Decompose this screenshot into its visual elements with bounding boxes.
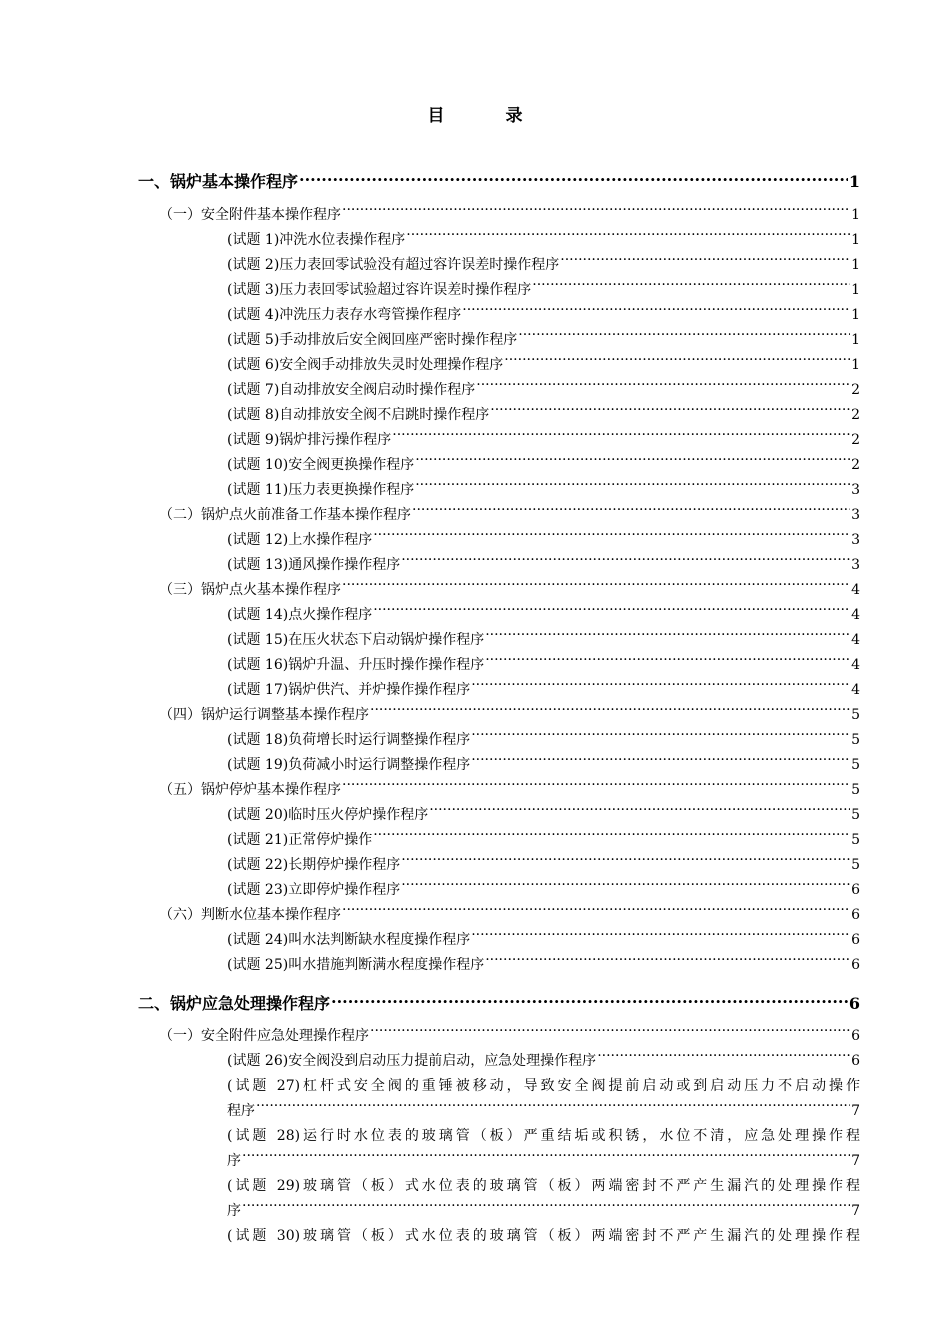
toc-entry[interactable] (138, 1024, 860, 1049)
toc-entry-page: 6 (851, 882, 860, 898)
toc-entry-page: 1 (851, 282, 860, 298)
toc-entry-page: 6 (851, 1053, 860, 1069)
toc-entry-label: (试题 12)上水操作程序 (227, 532, 373, 548)
toc-entry-page: 1 (851, 332, 860, 348)
toc-entry-page: 5 (851, 857, 860, 873)
toc-entry[interactable] (138, 228, 860, 253)
dot-leader (373, 830, 850, 844)
toc-entry-page: 6 (851, 907, 860, 923)
toc-entry-page: 4 (851, 632, 860, 648)
toc-entry-label-line1: (试题 30)玻璃管（板）式水位表的玻璃管（板）两端密封不严产生漏汽的处理操作程 (227, 1228, 860, 1244)
toc-entry-label: (试题 16)锅炉升温、升压时操作操作程序 (227, 657, 485, 673)
dot-leader (370, 705, 850, 719)
dot-leader (401, 855, 850, 869)
dot-leader (518, 330, 850, 344)
toc-entry-label: (试题 5)手动排放后安全阀回座严密时操作程序 (227, 332, 518, 348)
toc-entry[interactable] (138, 203, 860, 228)
toc-entry[interactable] (138, 903, 860, 928)
toc-entry[interactable] (138, 728, 860, 753)
dot-leader (415, 455, 850, 469)
toc-entry-label: (试题 8)自动排放安全阀不启跳时操作程序 (227, 407, 490, 423)
toc-entry-label-line2: 序 (227, 1203, 241, 1219)
toc-entry-label: (试题 24)叫水法判断缺水程度操作程序 (227, 932, 471, 948)
toc-entry[interactable] (138, 578, 860, 603)
toc-entry-label: (试题 4)冲洗压力表存水弯管操作程序 (227, 307, 462, 323)
dot-leader (373, 605, 850, 619)
toc-entry-label: （五）锅炉停炉基本操作程序 (159, 782, 341, 798)
toc-entry-page: 6 (848, 994, 860, 1013)
toc-entry-label: （三）锅炉点火基本操作程序 (159, 582, 341, 598)
toc-entry-page: 1 (851, 357, 860, 373)
toc-entry-page: 1 (851, 257, 860, 273)
toc-entry-page: 2 (851, 432, 860, 448)
toc-entry-page: 3 (851, 532, 860, 548)
dot-leader (485, 630, 850, 644)
toc-entry-page: 3 (851, 507, 860, 523)
toc-entry-label: (试题 20)临时压火停炉操作程序 (227, 807, 429, 823)
toc-entry-page: 4 (851, 607, 860, 623)
dot-leader (471, 755, 850, 769)
toc-entry[interactable] (138, 170, 860, 193)
dot-leader (476, 380, 850, 394)
toc-entry-page: 2 (851, 457, 860, 473)
toc-entry-page: 5 (851, 807, 860, 823)
toc-entry-page: 7 (851, 1153, 860, 1169)
dot-leader (342, 580, 850, 594)
toc-entry-label: （一）安全附件应急处理操作程序 (159, 1028, 369, 1044)
toc-entry[interactable] (138, 628, 860, 653)
toc-entry-page: 6 (851, 1028, 860, 1044)
dot-leader (560, 255, 850, 269)
toc-entry-page: 5 (851, 832, 860, 848)
dot-leader (597, 1051, 850, 1065)
dot-leader (471, 730, 850, 744)
toc-entry-wrapped[interactable] (138, 1124, 860, 1174)
toc-entry[interactable] (138, 753, 860, 778)
toc-entry[interactable] (138, 678, 860, 703)
dot-leader (342, 780, 850, 794)
toc-entry-label: (试题 13)通风操作操作程序 (227, 557, 401, 573)
toc-entry-page: 7 (851, 1203, 860, 1219)
dot-leader (299, 171, 848, 187)
dot-leader (532, 280, 850, 294)
toc-entry[interactable] (138, 703, 860, 728)
toc-entry-wrapped[interactable] (138, 1174, 860, 1224)
toc-entry-page: 6 (851, 932, 860, 948)
toc-entry-label: (试题 9)锅炉排污操作程序 (227, 432, 392, 448)
toc-entry-label: （一）安全附件基本操作程序 (159, 207, 341, 223)
toc-entry[interactable] (138, 478, 860, 503)
toc-entry-page: 6 (851, 957, 860, 973)
toc-entry[interactable] (138, 853, 860, 878)
toc-entry-page: 3 (851, 557, 860, 573)
toc-entry[interactable] (138, 503, 860, 528)
dot-leader (462, 305, 850, 319)
toc-entry-wrapped[interactable] (138, 1224, 860, 1249)
toc-entry[interactable] (138, 803, 860, 828)
toc-entry-label: (试题 6)安全阀手动排放失灵时处理操作程序 (227, 357, 504, 373)
toc-entry[interactable] (138, 778, 860, 803)
toc-entry-label: （四）锅炉运行调整基本操作程序 (159, 707, 369, 723)
toc-entry-page: 1 (851, 207, 860, 223)
dot-leader (429, 805, 850, 819)
toc-entry-page: 4 (851, 682, 860, 698)
toc-entry-label-line1: (试题 28)运行时水位表的玻璃管（板）严重结垢或积锈，水位不清，应急处理操作程 (227, 1128, 860, 1144)
toc-entry[interactable] (138, 303, 860, 328)
toc-entry-label-line1: (试题 27)杠杆式安全阀的重锤被移动，导致安全阀提前启动或到启动压力不启动操作 (227, 1078, 860, 1094)
dot-leader (490, 405, 850, 419)
dot-leader (412, 505, 850, 519)
toc-entry-page: 5 (851, 707, 860, 723)
dot-leader (485, 655, 850, 669)
toc-entry[interactable] (138, 992, 860, 1015)
toc-entry-label: (试题 22)长期停炉操作程序 (227, 857, 401, 873)
dot-leader (256, 1101, 850, 1115)
toc-entry[interactable] (138, 928, 860, 953)
toc-entry-label: (试题 14)点火操作程序 (227, 607, 373, 623)
dot-leader (401, 555, 850, 569)
dot-leader (471, 680, 850, 694)
toc-entry-label: (试题 18)负荷增长时运行调整操作程序 (227, 732, 471, 748)
dot-leader (401, 880, 850, 894)
toc-entry[interactable] (138, 878, 860, 903)
toc-entry-label-line2: 序 (227, 1153, 241, 1169)
toc-entry-label: (试题 2)压力表回零试验没有超过容许误差时操作程序 (227, 257, 560, 273)
toc-entry[interactable] (138, 378, 860, 403)
toc-entry[interactable] (138, 428, 860, 453)
toc-entry-page: 3 (851, 482, 860, 498)
toc-entry-page: 1 (848, 172, 860, 191)
dot-leader (370, 1026, 850, 1040)
toc-entry-page: 4 (851, 582, 860, 598)
toc-entry-wrapped[interactable] (138, 1074, 860, 1124)
toc-entry-page: 4 (851, 657, 860, 673)
toc-entry-page: 2 (851, 407, 860, 423)
dot-leader (242, 1201, 850, 1215)
toc-entry[interactable] (138, 1049, 860, 1074)
toc-entry-page: 7 (851, 1103, 860, 1119)
toc-entry-label: (试题 15)在压火状态下启动锅炉操作程序 (227, 632, 485, 648)
toc-entry-label-line2: 程序 (227, 1103, 255, 1119)
toc-entry-label: (试题 23)立即停炉操作程序 (227, 882, 401, 898)
toc-entry-page: 2 (851, 382, 860, 398)
toc-entry-label: (试题 3)压力表回零试验超过容许误差时操作程序 (227, 282, 532, 298)
toc-entry[interactable] (138, 528, 860, 553)
toc-entry-label: (试题 19)负荷减小时运行调整操作程序 (227, 757, 471, 773)
toc-entry-page: 1 (851, 307, 860, 323)
dot-leader (406, 230, 850, 244)
dot-leader (342, 905, 850, 919)
toc-entry[interactable] (138, 328, 860, 353)
dot-leader (392, 430, 850, 444)
page-title: 目 录 (427, 106, 545, 126)
dot-leader (485, 955, 850, 969)
toc-entry-label: (试题 10)安全阀更换操作程序 (227, 457, 415, 473)
dot-leader (242, 1151, 850, 1165)
dot-leader (331, 993, 848, 1009)
toc-entry-label: （六）判断水位基本操作程序 (159, 907, 341, 923)
toc-entry-label: (试题 25)叫水措施判断满水程度操作程序 (227, 957, 485, 973)
dot-leader (504, 355, 850, 369)
toc-entry[interactable] (138, 828, 860, 853)
toc-entry-label: (试题 17)锅炉供汽、并炉操作操作程序 (227, 682, 471, 698)
toc-entry[interactable] (138, 278, 860, 303)
toc-entry[interactable] (138, 253, 860, 278)
toc-entry-label: 二、锅炉应急处理操作程序 (138, 994, 331, 1013)
dot-leader (342, 205, 850, 219)
toc-entry[interactable] (138, 653, 860, 678)
toc-entry[interactable] (138, 553, 860, 578)
dot-leader (373, 530, 850, 544)
dot-leader (415, 480, 850, 494)
toc-entry-label: (试题 7)自动排放安全阀启动时操作程序 (227, 382, 476, 398)
toc-entry-page: 1 (851, 232, 860, 248)
toc-entry-label: (试题 1)冲洗水位表操作程序 (227, 232, 406, 248)
dot-leader (471, 930, 850, 944)
toc-entry[interactable] (138, 353, 860, 378)
toc-entry-page: 5 (851, 757, 860, 773)
toc-entry-label: (试题 26)安全阀没到启动压力提前启动，应急处理操作程序 (227, 1053, 597, 1069)
toc-entry-label: (试题 21)正常停炉操作 (227, 832, 373, 848)
toc-entry[interactable] (138, 603, 860, 628)
toc-entry[interactable] (138, 403, 860, 428)
toc-entry-label: (试题 11)压力表更换操作程序 (227, 482, 415, 498)
toc-entry-label-line1: (试题 29)玻璃管（板）式水位表的玻璃管（板）两端密封不严产生漏汽的处理操作程 (227, 1178, 860, 1194)
toc-entry[interactable] (138, 953, 860, 978)
toc-entry-page: 5 (851, 732, 860, 748)
toc-entry[interactable] (138, 453, 860, 478)
toc-entry-label: （二）锅炉点火前准备工作基本操作程序 (159, 507, 411, 523)
table-of-contents (138, 170, 860, 1249)
toc-entry-page: 5 (851, 782, 860, 798)
toc-entry-label: 一、锅炉基本操作程序 (138, 172, 299, 191)
